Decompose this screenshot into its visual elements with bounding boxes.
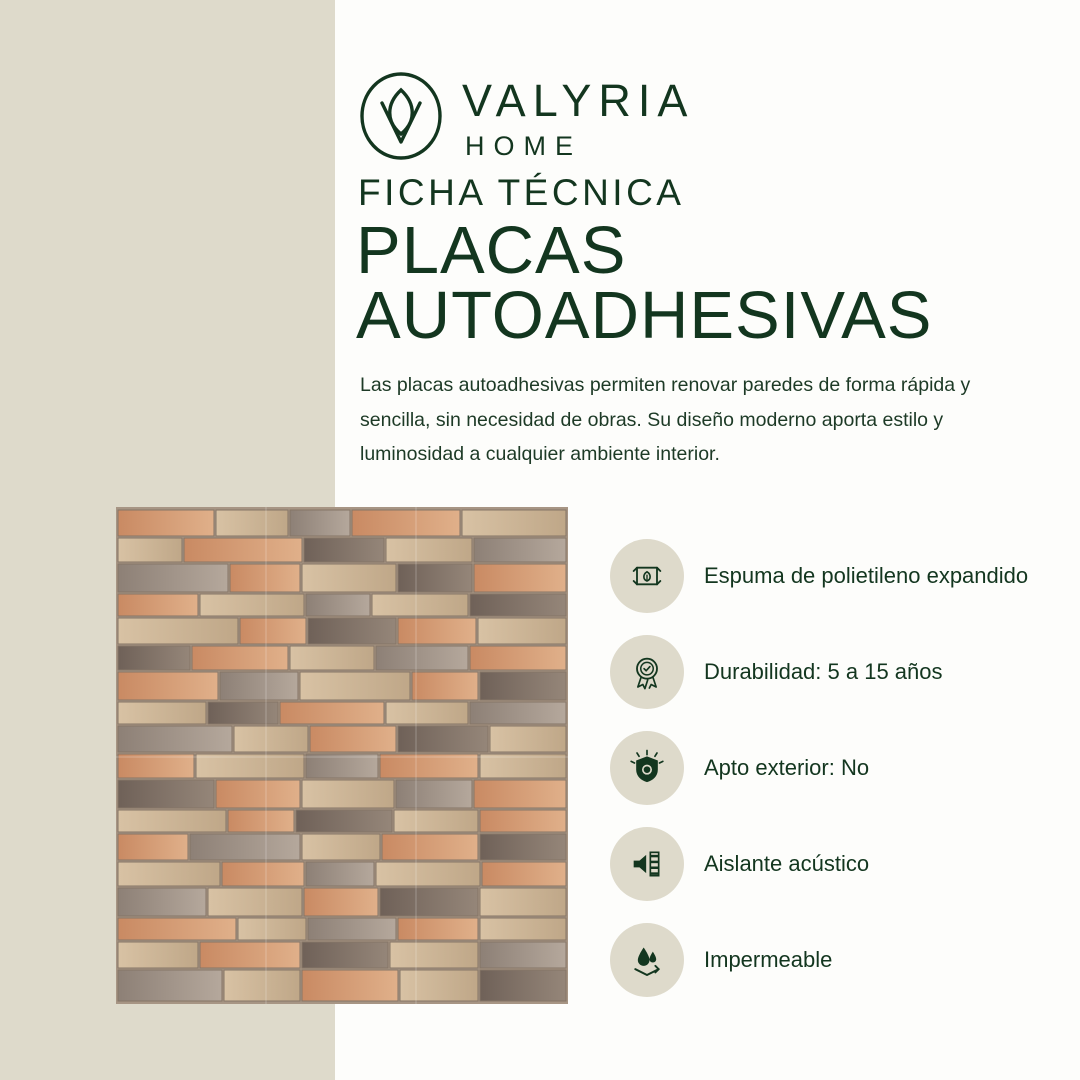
list-item: [610, 528, 1040, 624]
brick-stone-panel-image: [116, 507, 568, 1004]
brand-name: VALYRIA: [462, 75, 695, 126]
feature-label: Espuma de polietileno expandido: [704, 563, 1029, 589]
list-item: [610, 816, 1040, 912]
page-title: [356, 213, 1056, 353]
list-item: [610, 912, 1040, 1008]
speaker-acoustic-icon: [610, 827, 684, 901]
brand-logo: [358, 70, 694, 162]
shield-sun-icon: [610, 731, 684, 805]
feature-label: Apto exterior: No: [704, 755, 870, 781]
water-drop-repellent-icon: [610, 923, 684, 997]
brand-wordmark: [462, 72, 694, 160]
recycle-leaf-icon: [610, 539, 684, 613]
award-badge-icon: [610, 635, 684, 709]
feature-list: [610, 528, 1040, 1008]
list-item: [610, 624, 1040, 720]
leaf-in-circle-icon: [358, 70, 444, 162]
eyebrow-label: FICHA TÉCNICA: [358, 172, 685, 213]
brand-subtitle: HOME: [465, 131, 582, 161]
page-title-line1: PLACAS: [356, 213, 627, 288]
feature-label: Durabilidad: 5 a 15 años: [704, 659, 943, 685]
page-title-line2: AUTOADHESIVAS: [356, 277, 933, 353]
intro-paragraph: Las placas autoadhesivas permiten renovar paredes de forma rápida y sencilla, sin necesidad de obras. Su diseño moderno aporta estilo y luminosidad a cualquier ambiente interior.: [360, 374, 971, 466]
left-beige-band-top: [0, 0, 335, 508]
feature-label: Impermeable: [704, 947, 833, 973]
feature-label: Aislante acústico: [704, 851, 870, 877]
list-item: [610, 720, 1040, 816]
